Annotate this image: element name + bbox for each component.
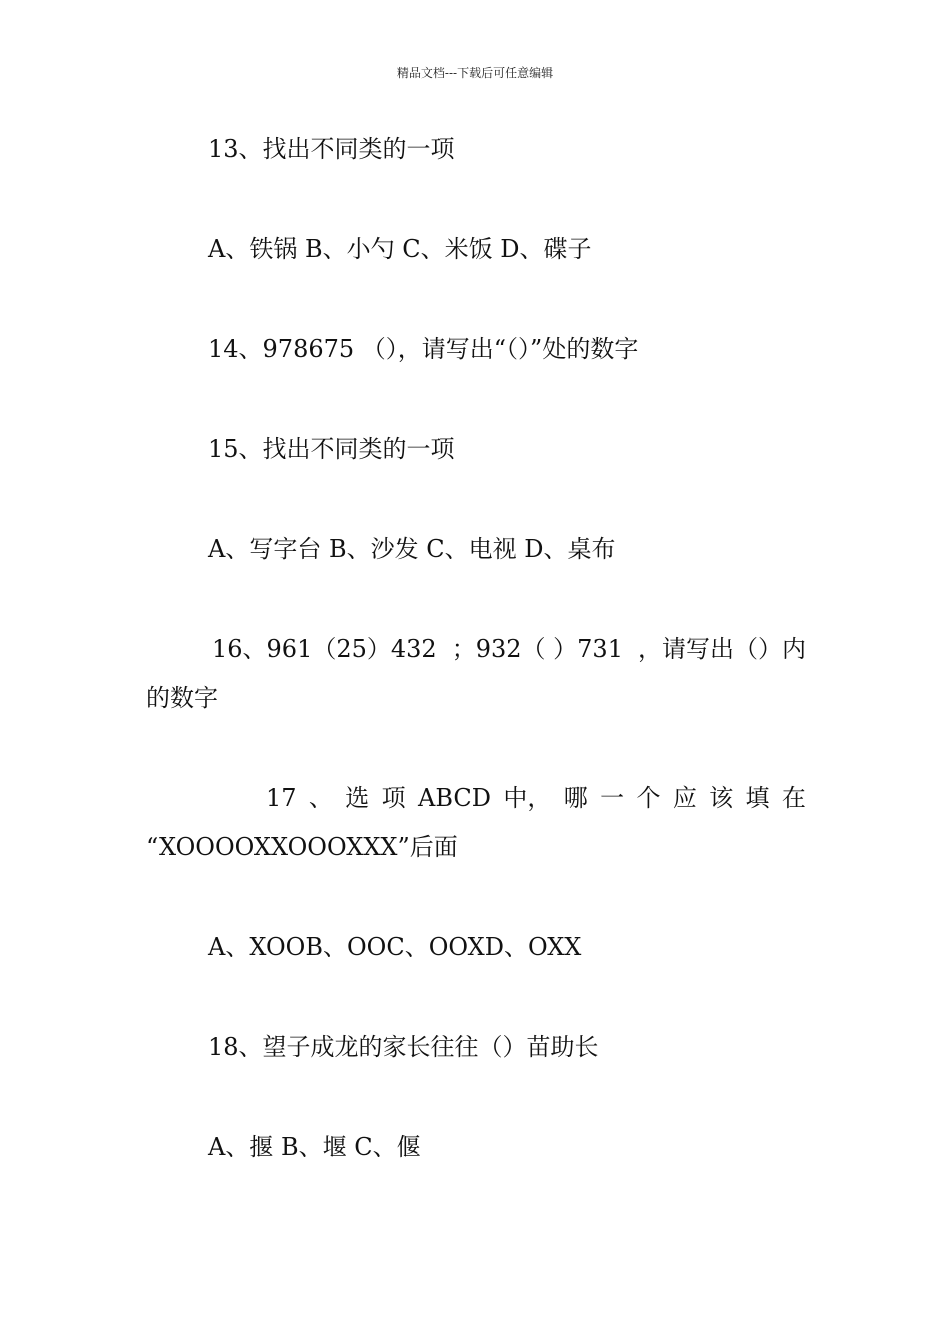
question-16-line2: 的数字 bbox=[146, 684, 218, 712]
question-15-options: A、写字台 B、沙发 C、电视 D、桌布 bbox=[208, 535, 616, 563]
question-16-part-3: ，请写出（）内 bbox=[637, 635, 806, 663]
question-17-word-9: 个 bbox=[636, 784, 661, 812]
question-17-line1 bbox=[266, 783, 806, 813]
question-17-word-11: 该 bbox=[709, 784, 734, 812]
question-17-word-1: 17 bbox=[266, 784, 297, 812]
question-17-options: A、XOOB、OOC、OOXD、OXX bbox=[208, 933, 582, 961]
question-18-options: A、揠 B、堰 C、偃 bbox=[208, 1133, 421, 1161]
question-17-word-5: ABCD bbox=[417, 784, 492, 812]
question-16-line1 bbox=[212, 634, 806, 664]
question-17-word-13: 在 bbox=[781, 784, 806, 812]
question-17-word-12: 填 bbox=[745, 784, 770, 812]
question-16-part-1: 16、961（25）432 bbox=[212, 635, 437, 663]
question-13-options: A、铁锅 B、小勺 C、米饭 D、碟子 bbox=[208, 235, 592, 263]
question-18-title: 18、望子成龙的家长往往（）苗助长 bbox=[208, 1033, 599, 1061]
question-17-word-3: 选 bbox=[345, 784, 370, 812]
question-15-title: 15、找出不同类的一项 bbox=[208, 435, 455, 463]
question-13-title: 13、找出不同类的一项 bbox=[208, 135, 455, 163]
question-17-word-2: 、 bbox=[308, 784, 333, 812]
question-17-word-7: 哪 bbox=[563, 784, 588, 812]
question-16-part-2: ；932（ ）731 bbox=[451, 635, 623, 663]
question-17-word-4: 项 bbox=[381, 784, 406, 812]
question-17-word-6: 中， bbox=[503, 784, 552, 812]
page-header: 精品文档---下载后可任意编辑 bbox=[396, 66, 554, 80]
question-17-word-10: 应 bbox=[672, 784, 697, 812]
question-17-line2: “XOOOOXXOOOXXX”后面 bbox=[146, 833, 458, 861]
question-17-word-8: 一 bbox=[600, 784, 625, 812]
question-14-title: 14、978675 （），请写出“（）”处的数字 bbox=[208, 335, 639, 363]
